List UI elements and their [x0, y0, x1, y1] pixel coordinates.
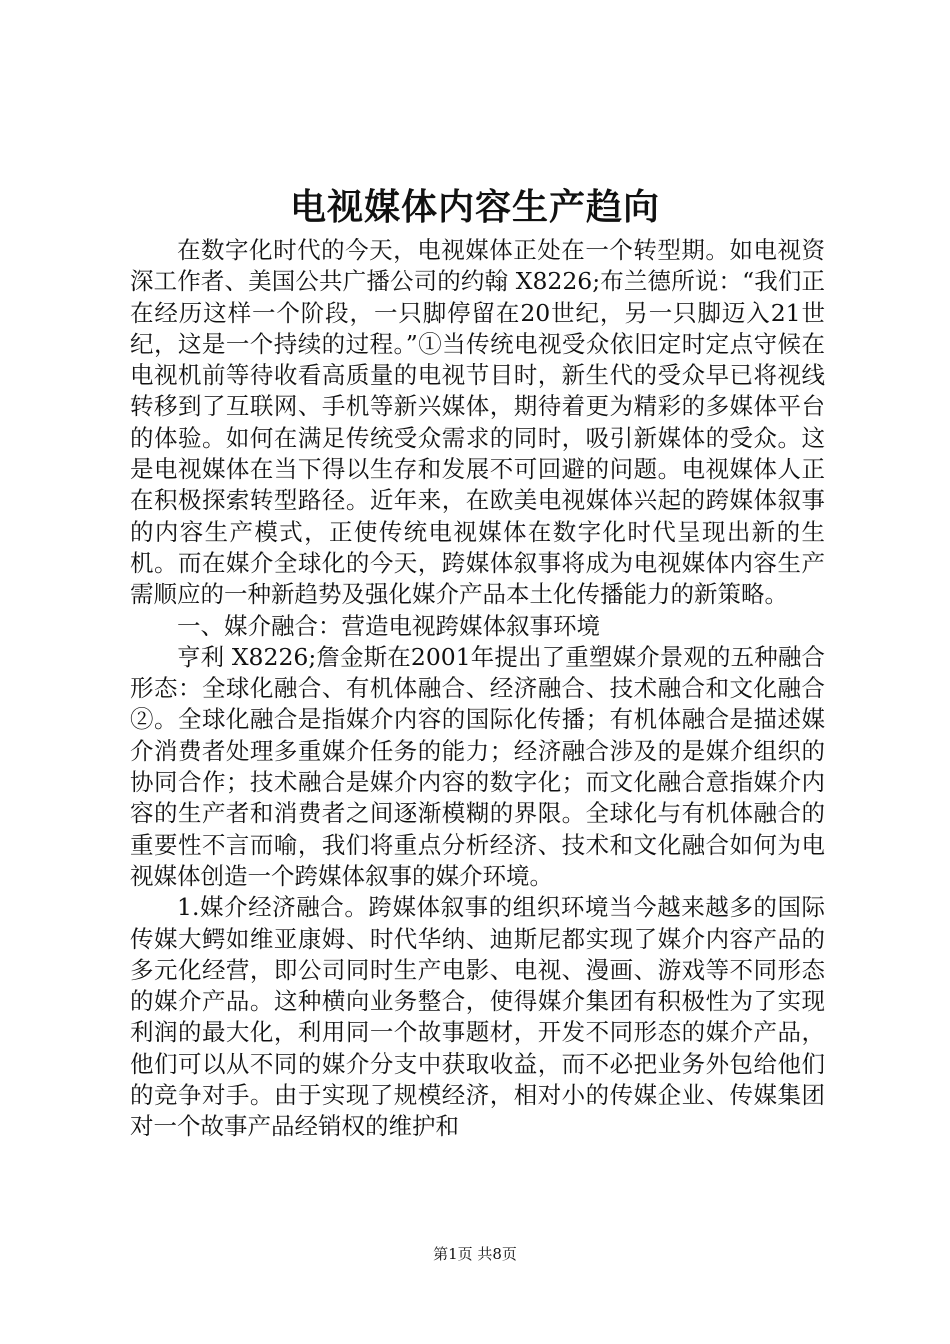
document-body	[130, 235, 825, 1143]
document-title: 电视媒体内容生产趋向	[289, 186, 660, 228]
page-footer: 第1页 共8页	[433, 1245, 517, 1263]
paragraph-convergence: 亨利 X8226;詹金斯在2001年提出了重塑媒介景观的五种融合形态：全球化融合、有机体融合、经济融合、技术融合和文化融合②。全球化融合是指媒介内容的国际化传播；有机体融合是描述媒介消费者处理多重媒介任务的能力；经济融合涉及的是媒介组织的协同合作；技术融合是媒介内容的数字化；而文化融合意指媒介内容的生产者和消费者之间逐渐模糊的界限。全球化与有机体融合的重要性不言而喻，我们将重点分析经济、技术和文化融合如何为电视媒体创造一个跨媒体叙事的媒介环境。	[130, 642, 825, 890]
paragraph-economic-convergence: 1.媒介经济融合。跨媒体叙事的组织环境当今越来越多的国际传媒大鳄如维亚康姆、时代华纳、迪斯尼都实现了媒介内容产品的多元化经营，即公司同时生产电影、电视、漫画、游戏等不同形态的媒介产品。这种横向业务整合，使得媒介集团有积极性为了实现利润的最大化，利用同一个故事题材，开发不同形态的媒介产品，他们可以从不同的媒介分支中获取收益，而不必把业务外包给他们的竞争对手。由于实现了规模经济，相对小的传媒企业、传媒集团对一个故事产品经销权的维护和	[130, 893, 825, 1141]
paragraph-intro: 在数字化时代的今天，电视媒体正处在一个转型期。如电视资深工作者、美国公共广播公司的约翰 X8226;布兰德所说：“我们正在经历这样一个阶段，一只脚停留在20世纪，另一只脚迈入21世纪，这是一个持续的过程。”①当传统电视受众依旧定时定点守候在电视机前等待收看高质量的电视节目时，新生代的受众早已将视线转移到了互联网、手机等新兴媒体，期待着更为精彩的多媒体平台的体验。如何在满足传统受众需求的同时，吸引新媒体的受众。这是电视媒体在当下得以生存和发展不可回避的问题。电视媒体人正在积极探索转型路径。近年来，在欧美电视媒体兴起的跨媒体叙事的内容生产模式，正使传统电视媒体在数字化时代呈现出新的生机。而在媒介全球化的今天，跨媒体叙事将成为电视媒体内容生产需顺应的一种新趋势及强化媒介产品本土化传播能力的新策略。	[130, 236, 825, 609]
section-heading: 一、媒介融合：营造电视跨媒体叙事环境	[177, 611, 600, 640]
